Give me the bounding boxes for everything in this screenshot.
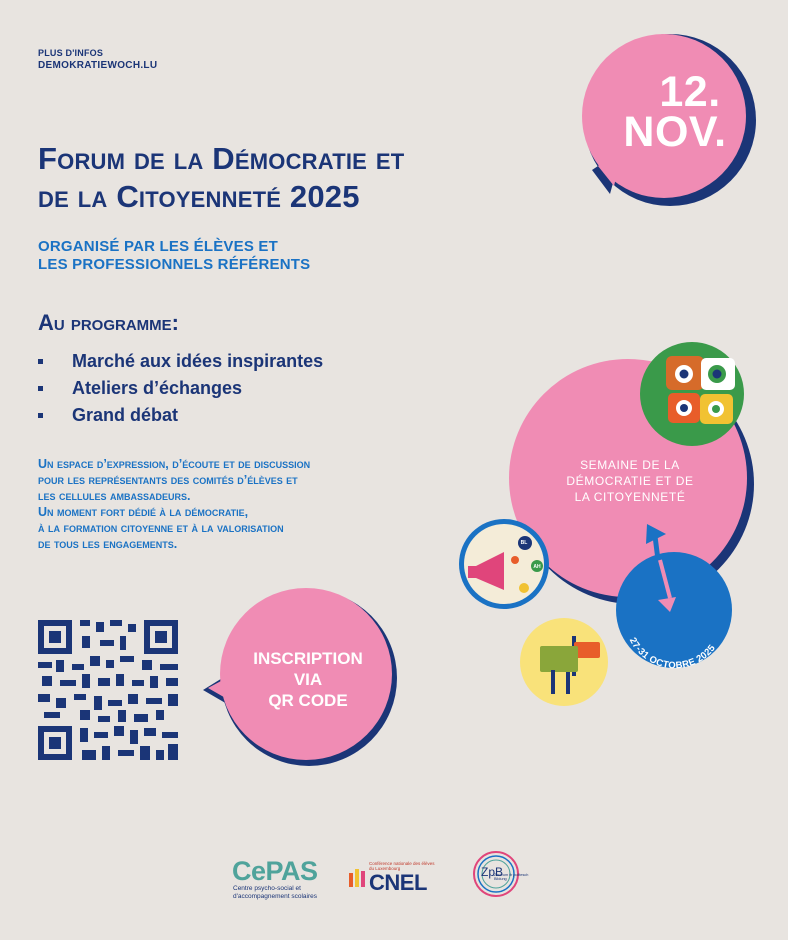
description-line: à la formation citoyenne et à la valorisation [38, 521, 284, 535]
more-info-label: PLUS D'INFOS [38, 48, 104, 58]
subtitle-line-1: ORGANISÉ PAR LES ÉLÈVES ET [38, 238, 278, 255]
week-line-1: SEMAINE DE LA [580, 458, 680, 472]
sticky-label: BL [520, 540, 528, 546]
subtitle-line-2: LES PROFESSIONNELS RÉFÉRENTS [38, 256, 311, 273]
date-range-text [627, 636, 718, 672]
website-link[interactable]: DEMOKRATIEWOCH.LU [38, 60, 158, 71]
program-item-label: Marché aux idées inspirantes [72, 351, 324, 371]
description-line: Un espace d’expression, d’écoute et de discussion [38, 457, 311, 471]
zpb-logo: ZpB [481, 865, 504, 879]
registration-line-3: QR CODE [268, 691, 348, 710]
title-line-2: de la Citoyenneté 2025 [38, 179, 360, 214]
description-line: pour les représentants des comités d’élèves et [38, 473, 298, 487]
event-day: 12. [659, 68, 721, 116]
cnel-subtitle: Conférence nationale des élèves du Luxembourg [369, 861, 435, 871]
week-line-3: LA CITOYENNETÉ [574, 490, 686, 504]
program-item-label: Grand débat [72, 405, 179, 425]
program-heading: Au programme: [38, 310, 179, 335]
date-range-path: 27-31 OCTOBRE 2025 [626, 635, 718, 672]
description-line: Un moment fort dédié à la démocratie, [38, 505, 249, 519]
program-item-label: Ateliers d’échanges [72, 378, 243, 398]
registration-line-2: VIA [293, 670, 323, 689]
description-line: les cellules ambassadeurs. [38, 489, 191, 503]
registration-line-1: INSCRIPTION [253, 649, 363, 668]
zpb-subtitle: Zentrum fir politesch Bildung [494, 873, 529, 882]
title-line-1: Forum de la Démocratie et [38, 141, 405, 176]
event-month: NOV. [623, 108, 727, 156]
description-line: de tous les engagements. [38, 537, 178, 551]
sticky-label: AH [533, 564, 541, 570]
week-line-2: DÉMOCRATIE ET DE [566, 474, 694, 488]
cnel-logo: CNEL [369, 870, 427, 895]
cepas-subtitle: Centre psycho-social et d'accompagnement scolaires [233, 885, 317, 900]
cepas-logo: CePAS [232, 856, 318, 886]
